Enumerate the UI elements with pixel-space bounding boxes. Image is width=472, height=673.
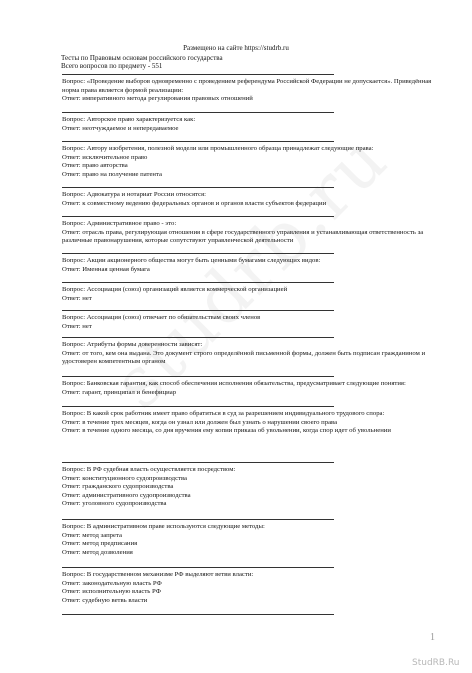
separator-line (62, 376, 334, 377)
question-text: Вопрос: Автору изобретения, полезной модели или промышленного образца принадлежат следующие права: (62, 145, 374, 152)
question-block (62, 466, 348, 509)
question-block (62, 314, 348, 331)
answer-text: Ответ: от того, кем она выдана. Это документ строго определённой письменной формы, должен быть подписан гражданином и удостоверен компетентным органом (62, 349, 426, 366)
question-block (62, 116, 348, 133)
question-block (62, 571, 348, 605)
answer-text: Ответ: гражданского судопроизводства (62, 483, 174, 491)
question-text: Вопрос: Ассоциация (союз) отвечает по обязательствам своих членов (62, 314, 261, 321)
question-block (62, 191, 442, 208)
answer-text: Ответ: неотчуждаемое и непередаваемое (62, 124, 179, 132)
question-text: Вопрос: В какой срок работник имеет право обратиться в суд за разрешением индивидуального трудового спора: (62, 410, 385, 417)
answer-text: Ответ: в течение одного месяца, со дня вручения ему копии приказа об увольнении, когда спор идет об увольнении (62, 427, 391, 435)
question-block (62, 145, 442, 179)
document-title: Тесты по Правовым основам российского государства (61, 54, 223, 62)
separator-line (62, 462, 334, 463)
separator-line (62, 112, 334, 113)
question-text: Вопрос: Акции акционерного общества могут быть ценными бумагами следующих видов: (62, 257, 321, 264)
brand-watermark: StudRB.Ru (412, 658, 460, 668)
question-text: Вопрос: В РФ судебная власть осуществляется посредством: (62, 466, 236, 473)
site-header: Размещено на сайте https://studrb.ru (183, 44, 289, 52)
answer-text: Ответ: нет (62, 322, 92, 330)
document-heading (61, 54, 223, 71)
answer-text: Ответ: императивного метода регулирования правовых отношений (62, 95, 253, 103)
separator-line (62, 519, 334, 520)
question-text: Вопрос: В административном праве используются следующие методы: (62, 523, 265, 530)
answer-text: Ответ: конституционного судопроизводства (62, 474, 187, 482)
separator-line (62, 282, 334, 283)
question-text: Вопрос: В государственном механизме РФ выделяют ветви власти: (62, 571, 254, 578)
answer-text: Ответ: метод запрета (62, 531, 122, 539)
answer-text: Ответ: гарант, принципал и бенефициар (62, 388, 177, 396)
question-text: Вопрос: Адвокатура и нотариат России относятся: (62, 191, 206, 198)
question-block (62, 257, 442, 274)
question-text: Вопрос: «Проведение выборов одновременно с проведением референдума Российской Федерации не допускается». Приведённая норма права является формой реализации: (62, 78, 432, 94)
question-block (62, 523, 348, 557)
answer-text: Ответ: нет (62, 294, 92, 302)
separator-line (62, 310, 334, 311)
answer-text: Ответ: законодательную власть РФ (62, 579, 162, 587)
answer-text: Ответ: Именная ценная бумага (62, 265, 150, 273)
answer-text: Ответ: к совместному ведению федеральных органов и органов власти субъектов федерации (62, 199, 327, 207)
question-text: Вопрос: Атрибуты формы доверенности зависят: (62, 341, 203, 348)
question-block (62, 410, 442, 436)
separator-line (62, 216, 334, 217)
question-text: Вопрос: Авторское право характеризуется как: (62, 116, 196, 123)
question-block (62, 341, 442, 367)
separator-line (62, 187, 334, 188)
question-text: Вопрос: Банковская гарантия, как способ обеспечения исполнения обязательства, предусматривает следующие понятия: (62, 380, 406, 387)
answer-text: Ответ: исключительное право (62, 153, 148, 161)
question-block (62, 220, 442, 246)
answer-text: Ответ: право на получение патента (62, 170, 162, 178)
answer-text: Ответ: в течение трех месяцев, когда он узнал или должен был узнать о нарушении своего права (62, 418, 338, 426)
answer-text: Ответ: метод дозволения (62, 548, 133, 556)
question-block (62, 286, 348, 303)
separator-line (62, 567, 334, 568)
separator-line (62, 253, 334, 254)
answer-text: Ответ: исполнительную власть РФ (62, 588, 161, 596)
document-subtitle: Всего вопросов по предмету - 551 (61, 62, 163, 71)
question-text: Вопрос: Административное право - это: (62, 220, 177, 227)
answer-text: Ответ: отрасль права, регулирующая отношения в сфере государственного управления и устанавливающая ответственность за различные правонарушения, которые сопутствуют управленческой деятельности (62, 228, 424, 245)
separator-line (62, 141, 334, 142)
answer-text: Ответ: метод предписания (62, 540, 138, 548)
page-number: 1 (430, 632, 435, 643)
question-text: Вопрос: Ассоциация (союз) организаций является коммерческой организацией (62, 286, 288, 293)
answer-text: Ответ: судебную ветвь власти (62, 596, 148, 604)
question-block (62, 78, 442, 104)
question-block (62, 380, 442, 397)
separator-line (62, 406, 334, 407)
separator-line (62, 337, 334, 338)
separator-line (62, 74, 334, 75)
answer-text: Ответ: уголовного судопроизводства (62, 500, 167, 508)
answer-text: Ответ: административного судопроизводства (62, 491, 191, 499)
separator-line (62, 614, 334, 615)
answer-text: Ответ: право авторства (62, 162, 128, 170)
